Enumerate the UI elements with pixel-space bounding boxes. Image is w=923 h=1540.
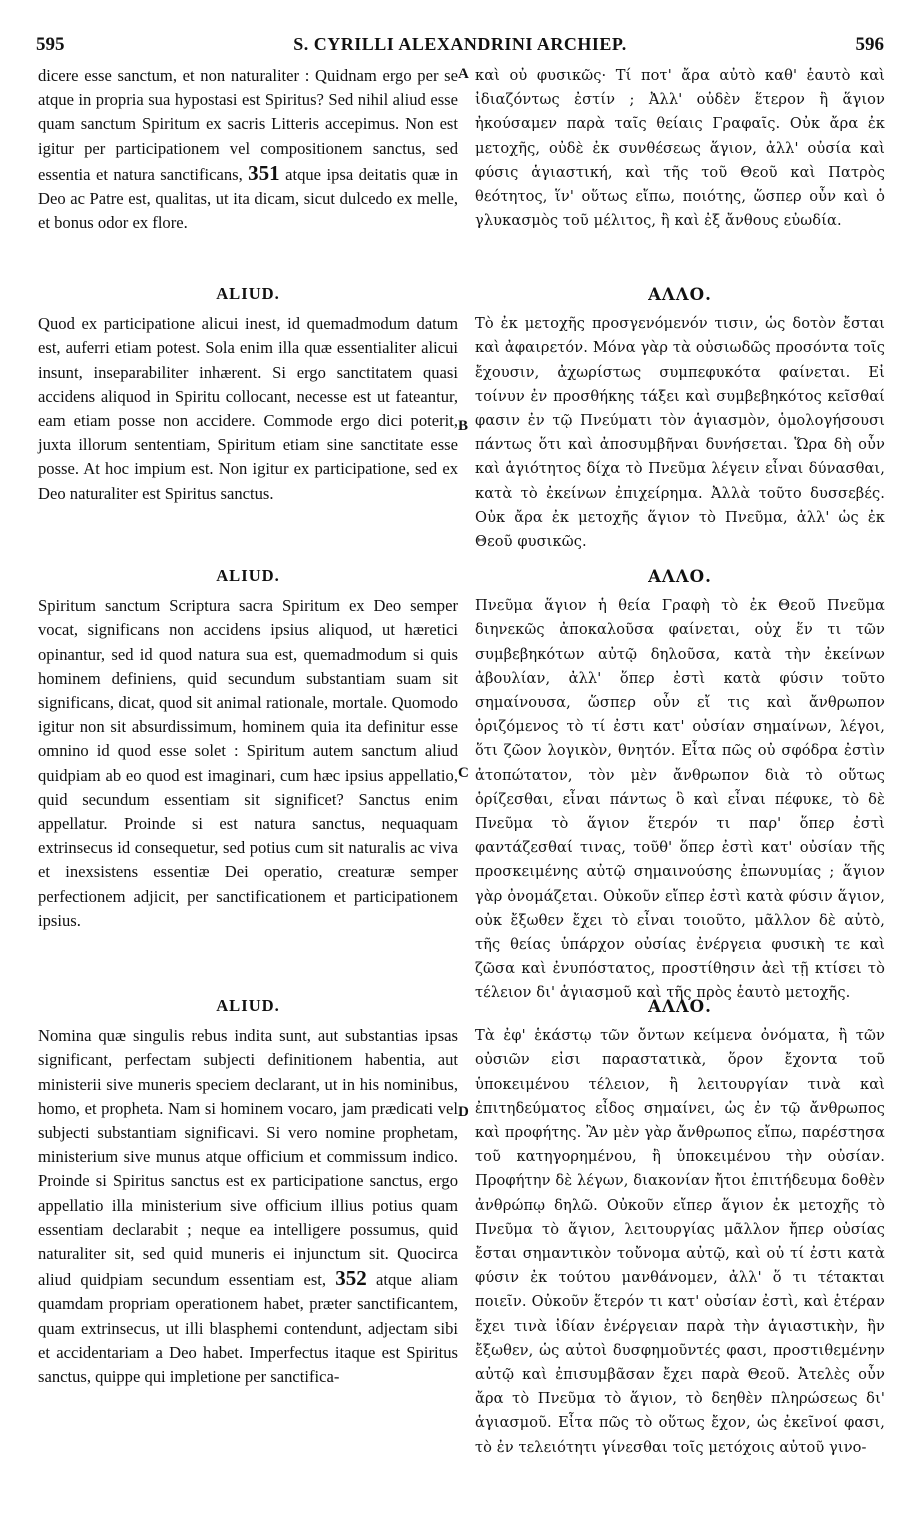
latin-section-3 [38, 994, 458, 1389]
paragraph-part2: atque aliam quamdam propriam operationem habet, præter sanctificantem, quam extrinsecus, ut illi blasphemi contendunt, adjectam sibi et accidentariam a Deo habet. Imperfectus itaque est Spiritus sanctus, quippe qui impletione per sanctifica- [38, 1270, 458, 1387]
paragraph: Spiritum sanctum Scriptura sacra Spiritum ex Deo semper vocat, significans non accidens ipsius aliquod, ut hæretici opinantur, sed id quod natura sua est, quemadmodum si quis hominem definiens, quid secundum substantiam suam sit significans, dicat, quod sit animal rationale, mortale. Quomodo igitur non sit absurdissimum, hominem quia ita definitur esse omnino id quod esse solet : Spiritum autem sanctum aliud quidpiam ab eo quod est imaginari, cum hæc ipsius appellatio, quid secundum essentiam sit significet? Sanctus enim appellatur. Proinde si est natura sanctus, nequaquam extrinsecus id consequetur, sed potius cum sit naturalis ac viva et inexsistens essentiæ Dei operatio, creaturæ semper perfectionem adjicit, per sanctificationem et participationem ipsius. [38, 596, 458, 930]
paragraph: Quod ex participatione alicui inest, id quemadmodum datum est, auferri etiam potest. Sola enim illa quæ essentialiter alicui insunt, inseparabiliter inhærent. Si ergo sanctitatem quasi accidens aliquod in Spiritu collocant, necesse est ut fateantur, eam etiam posse non accidere. Commode ergo dici poterit, juxta illorum sententiam, Spiritum etiam sine sanctitate esse posse. At hoc impium est. Non igitur ex participatione, sed ex Deo naturaliter est Spiritus sanctus. [38, 314, 458, 503]
margin-marker-d: D [458, 1104, 469, 1120]
paragraph: Τὸ ἐκ μετοχῆς προσγενόμενόν τισιν, ὡς δοτὸν ἔσται καὶ ἀφαιρετόν. Μόνα γὰρ τὰ οὐσιωδῶς προσόντα τοῖς ἔχουσιν, ἀχωρίστως συμπεφυκότα φαίνεται. Εἰ τοίνυν ἐν προσθήκης τάξει καὶ συμβεβηκότος κεῖσθαί φασιν ἐν τῷ Πνεύματι τὸν ἁγιασμὸν, ὁμολογήσουσι πάντως ὅτι καὶ ἀποσυμβῆναι δυνήσεται. Ὥρα δὴ οὖν καὶ ἁγιότητος δίχα τὸ Πνεῦμα λέγειν εἶναι δύνασθαι, κατὰ τὸ ἐκείνων ἐπιχείρημα. Ἀλλὰ τοῦτο δυσσεβές. Οὐκ ἄρα ἐκ μετοχῆς ἅγιον τὸ Πνεῦμα, ἀλλ' ὡς ἐκ Θεοῦ φυσικῶς. [475, 315, 885, 551]
paragraph: Τὰ ἐφ' ἑκάστῳ τῶν ὄντων κείμενα ὀνόματα, ἢ τῶν οὐσιῶν εἰσι παραστατικὰ, ὅρον ἔχοντα τοῦ ὑποκειμένου τέλειον, ἢ λειτουργίαν τινὰ καὶ ἐπιτηδεύματος εἶδος σημαίνει, ὡς ἐν τῷ ἄνθρωπος καὶ προφήτης. Ἂν μὲν γὰρ ἄνθρωπος εἴπω, παρέστησα τοῦ κατηγορημένου, ἢ ὑποκειμένου τὴν οὐσίαν. Προφήτην δὲ λέγων, διακονίαν ἤτοι ἐπιτήδευμα δοθὲν ἀνθρώπῳ δηλῶ. Οὐκοῦν εἴπερ ἅγιον ἐκ μετοχῆς τὸ Πνεῦμα τὸ ἅγιον, λειτουργίας μᾶλλον ἤπερ οὐσίας ἔσται σημαντικὸν τοὔνομα αὐτῷ, καὶ οὐ τί ἐστι κατὰ φύσιν ἐκ τούτου μανθάνομεν, ἀλλ' ὅ τι τέτακται ποιεῖν. Οὐκοῦν ἕτερόν τι κατ' οὐσίαν ἐστὶ, καὶ ἑτέραν ἔχει τινὰ ἰδίαν ἐνέργειαν παρὰ τὴν ἁγιαστικὴν, ἣν ἔξωθεν, ὡς αὐτοὶ δυσφημοῦντές φασι, προστιθεμένην αὐτῷ καὶ ἐπισυμβᾶσαν ἔχει παρὰ Θεοῦ. Ἀτελὲς οὖν ἄρα τὸ Πνεῦμα τὸ ἅγιον, τὸ δεηθὲν πληρώσεως δι' ἁγιασμοῦ. Εἶτα πῶς τὸ οὕτως ἔχον, ὡς ἐκεῖνοί φασι, τὸ ἐν τελειότητι γίνεσθαι τοῖς μετόχοις αὐτοῦ γινο- [475, 1027, 885, 1456]
paragraph-part1: Nomina quæ singulis rebus indita sunt, aut substantias ipsas significant, perfectam subjecti definitionem habentia, aut ministerii sive muneris speciem declarant, ut in his nominibus, homo, et propheta. Nam si hominem vocaro, jam prædicati vel subjecti substantiam significavi. Si vero nomine prophetam, ministerium sive munus atque officium et commissum indico. Proinde si Spiritus sanctus est ex participatione sanctus, ergo appellatio illa ministerium sive officium illius potius quam essentiam declarabit ; neque ea intelligere possumus, quid naturaliter sit, sed quid muneris ei injunctum sit. Quocirca aliud quidpiam secundum essentiam est, [38, 1026, 458, 1290]
column-number-351: 351 [248, 160, 280, 185]
paragraph: Πνεῦμα ἅγιον ἡ θεία Γραφὴ τὸ ἐκ Θεοῦ Πνεῦμα διηνεκῶς ἀποκαλοῦσα φαίνεται, οὐχ ἕν τι τῶν συμβεβηκότων αὐτῷ δηλοῦσα, κατὰ τὴν ἐκείνων ἀβουλίαν, ἀλλ' ὅπερ ἐστὶ κατὰ φύσιν τοῦτο σημαίνουσα, ὥσπερ οὖν εἴ τις καὶ ἄνθρωπον ὁριζόμενος τὸ τί ἐστι κατ' οὐσίαν σημαίνων, λέγοι, ὅτι ζῶον λογικὸν, θνητόν. Εἶτα πῶς οὐ σφόδρα ἐστὶν ἀτοπώτατον, τὸν μὲν ἄνθρωπον διὰ τὸ οὕτως ὁρίζεσθαι, εἶναι πάντως ὃ καὶ εἶναι πέφυκε, τὸ δὲ Πνεῦμα τὸ ἅγιον ἕτερόν τι παρ' ὅπερ ἐστὶ φαντάζεσθαί τινας, τοῦθ' ὅπερ ἐστὶ κατ' οὐσίαν τῆς προσκειμένης αὐτῷ σημαινούσης ἐπωνυμίας ; ἅγιον γὰρ ὀνομάζεται. Οὐκοῦν εἴπερ ἐστὶ κατὰ φύσιν ἅγιον, οὐκ ἔξωθεν ἔχει τὸ εἶναι τοιοῦτο, μᾶλλον δὲ αὐτὸ, τῆς θείας ὑπάρχον οὐσίας ἐνέργεια φυσικὴ τε καὶ ζῶσα καὶ ἐνυπόστατος, προστίθησιν ἀεὶ τῇ κτίσει τὸ τέλειον δι' ἁγιασμοῦ καὶ τῆς πρὸς ἑαυτὸ μετοχῆς. [475, 597, 885, 1002]
greek-section-2 [475, 564, 885, 1006]
greek-section-3 [475, 994, 885, 1460]
greek-intro [475, 64, 885, 233]
margin-marker-b: B [458, 418, 469, 434]
greek-intro-text: καὶ οὐ φυσικῶς· Τί ποτ' ἄρα αὐτὸ καθ' ἑαυτὸ καὶ ἰδιαζόντως ἐστίν ; Ἀλλ' οὐδὲν ἕτερον ἢ ἅγιον ἠκούσαμεν παρὰ ταῖς θείαις Γραφαῖς. Οὐκ ἄρα ἐκ μετοχῆς, οὐδὲ ἐκ συνθέσεως ἅγιον, ἀλλ' οὐσία καὶ φύσις ἁγιαστική, καὶ τῆς τοῦ Θεοῦ καὶ Πατρὸς θεότητος, ἵν' οὕτως εἴπω, ποιότης, ὥσπερ οὖν καὶ ὁ γλυκασμὸς τοῦ μέλιτος, ἢ καὶ ἐξ ἄνθους εὐωδία. [475, 67, 885, 230]
page-header [36, 34, 884, 60]
margin-marker-c: C [458, 765, 469, 781]
section-heading: ΑΛΛΟ. [648, 566, 712, 586]
latin-section-1 [38, 282, 458, 506]
section-heading: ΑΛΛΟ. [648, 284, 712, 304]
running-title: S. CYRILLI ALEXANDRINI ARCHIEP. [293, 34, 627, 54]
latin-intro-text [38, 64, 458, 235]
paragraph [38, 1024, 458, 1389]
latin-intro-part1: dicere esse sanctum, et non naturaliter : Quidnam ergo per se atque in propria sua hypostasi est Spiritus? Sed nihil aliud esse quam sanctum Spiritum ex sacris Litteris accepimus. Non est igitur per participationem vel compositionem sanctus, sed essentia et natura sanctificans, [38, 66, 458, 184]
page-number-right: 596 [855, 34, 884, 55]
margin-marker-a: A [458, 66, 469, 82]
latin-section-2 [38, 564, 458, 933]
section-heading: ALIUD. [216, 284, 280, 303]
latin-intro-part2: atque ipsa deitatis quæ in Deo ac Patre est, qualitas, ut ita dicam, sicut dulcedo ex melle, et bonus odor ex flore. [38, 164, 458, 233]
greek-section-1 [475, 282, 885, 554]
section-heading: ALIUD. [216, 566, 280, 585]
column-number-352: 352 [335, 1266, 367, 1291]
page-number-left: 595 [36, 34, 65, 55]
section-heading: ΑΛΛΟ. [648, 996, 712, 1016]
latin-intro [38, 64, 458, 235]
section-heading: ALIUD. [216, 996, 280, 1015]
